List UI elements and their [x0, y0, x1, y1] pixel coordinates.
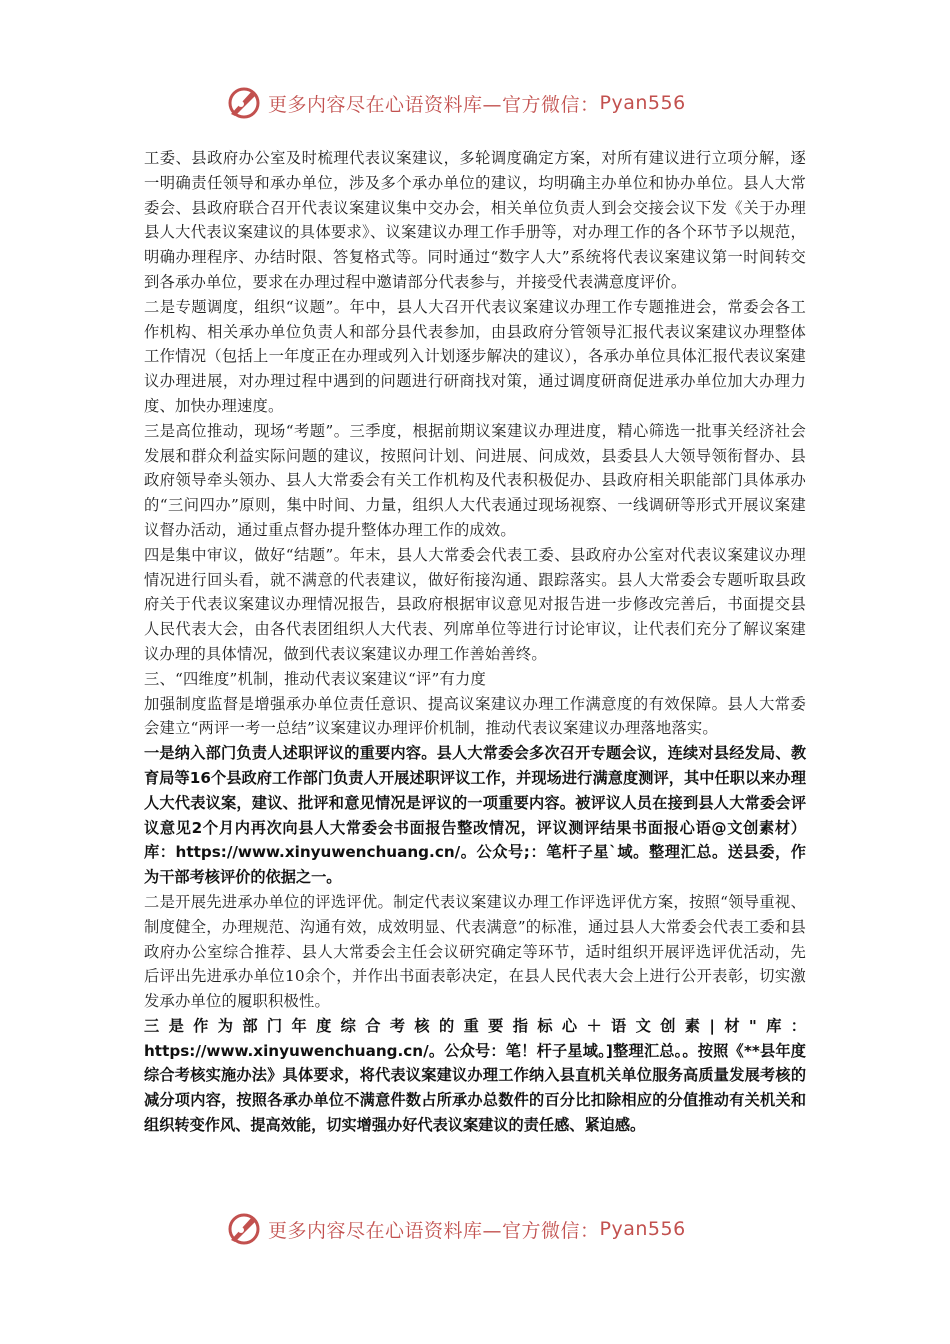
paragraph-topic-scheduling: 二是专题调度，组织“议题”。年中，县人大召开代表议案建议办理工作专题推进会，常委会各工作机构、相关承办单位负责人和部分县代表参加，由县政府分管领导汇报代表议案建议办理整体工作情况（包括上一年度正在办理或列入计划逐步解决的建议），各承办单位具体汇报代表议案建议办理进展，对办理过程中遇到的问题进行研商找对策，通过调度研商促进承办单位加大办理力度、加快办理速度。: [144, 297, 806, 415]
paragraph-awards: 二是开展先进承办单位的评选评优。制定代表议案建议办理工作评选评优方案，按照“领导重视、制度健全，办理规范、沟通有效，成效明显、代表满意”的标准，通过县人大常委会代表工委和县政府办公室综合推荐、县人大常委会主任会议研究确定等环节，适时组织开展评选评优活动，先后评出先进承办单位10余个，并作出书面表彰决定，在县人民代表大会上进行公开表彰，切实激发承办单位的履职积极性。: [144, 892, 806, 1011]
watermark-wechat-id: Pyan556: [599, 92, 686, 114]
paragraph-intro: 工委、县政府办公室及时梳理代表议案建议，多轮调度确定方案，对所有建议进行立项分解，逐一明确责任领导和承办单位，涉及多个承办单位的建议，均明确主办单位和协办单位。县人大常委会、县政府联合召开代表议案建议集中交办会，相关单位负责人到会交接会议下发《关于办理县人大代表议案建议的具体要求》、议案建议办理工作手册等，对办理工作的各个环节予以规范，明确办理程序、办结时限、答复格式等。同时通过“数字人大”系统将代表议案建议第一时间转交到各承办单位，要求在办理过程中邀请部分代表参与，并接受代表满意度评价。: [144, 149, 806, 291]
watermark-text: 更多内容尽在心语资料库—官方微信：: [268, 1219, 600, 1242]
watermark-text: 更多内容尽在心语资料库—官方微信：: [268, 93, 600, 116]
section-heading: 三、“四维度”机制，推动代表议案建议“评”有力度: [144, 669, 487, 688]
pen-circle-logo-icon: [226, 85, 262, 121]
footer-watermark: [226, 1209, 686, 1249]
paragraph-bold-assessment: 三是作为部门年度综合考核的重要指标心＋语文创素|材"库：https://www.xinyuwenchuang.cn/。公众号：笔！杆子星域。]整理汇总。。按照《**县年度综合考核实施办法》具体要求，将代表议案建议办理工作纳入县直机关单位服务高质量发展考核的减分项内容，按照各承办单位不满意件数占所承办总数件的百分比扣除相应的分值推动有关机关和组织转变作风、提高效能，切实增强办好代表议案建议的责任感、紧迫感。: [144, 1016, 806, 1135]
header-watermark: [226, 83, 686, 123]
paragraph-bold-evaluation: 一是纳入部门负责人述职评议的重要内容。县人大常委会多次召开专题会议，连续对县经发局、教育局等16个县政府工作部门负责人开展述职评议工作，并现场进行满意度测评，其中任职以来办理人大代表议案，建议、批评和意见情况是评议的一项重要内容。被评议人员在接到县人大常委会评议意见2个月内再次向县人大常委会书面报告整改情况，评议测评结果书面报心语@文创素材）库：https://www.xinyuwenchuang.cn/。公众号;：笔杆子星`域。整理汇总。送县委，作为干部考核评价的依据之一。: [144, 744, 806, 887]
paragraph-supervision: 加强制度监督是增强承办单位责任意识、提高议案建议办理工作满意度的有效保障。县人大常委会建立“两评一考一总结”议案建议办理评价机制，推动代表议案建议办理落地落实。: [144, 694, 806, 738]
paragraph-high-level-promotion: 三是高位推动，现场“考题”。三季度，根据前期议案建议办理进度，精心筛选一批事关经济社会发展和群众利益实际问题的建议，按照问计划、问进展、问成效，县委县人大领导领衔督办、县政府领导牵头领办、县人大常委会有关工作机构及代表积极促办、县政府相关职能部门具体承办的“三问四办”原则，集中时间、力量，组织人大代表通过现场视察、一线调研等形式开展议案建议督办活动，通过重点督办提升整体办理工作的成效。: [144, 421, 806, 539]
document-body: [144, 146, 806, 1138]
watermark-wechat-id: Pyan556: [599, 1218, 686, 1240]
pen-circle-logo-icon: [226, 1211, 262, 1247]
paragraph-centralized-review: 四是集中审议，做好“结题”。年末，县人大常委会代表工委、县政府办公室对代表议案建议办理情况进行回头看，就不满意的代表建议，做好衔接沟通、跟踪落实。县人大常委会专题听取县政府关于代表议案建议办理情况报告，县政府根据审议意见对报告进一步修改完善后，书面提交县人民代表大会，由各代表团组织人大代表、列席单位等进行讨论审议，让代表们充分了解议案建议办理的具体情况，做到代表议案建议办理工作善始善终。: [144, 545, 806, 663]
